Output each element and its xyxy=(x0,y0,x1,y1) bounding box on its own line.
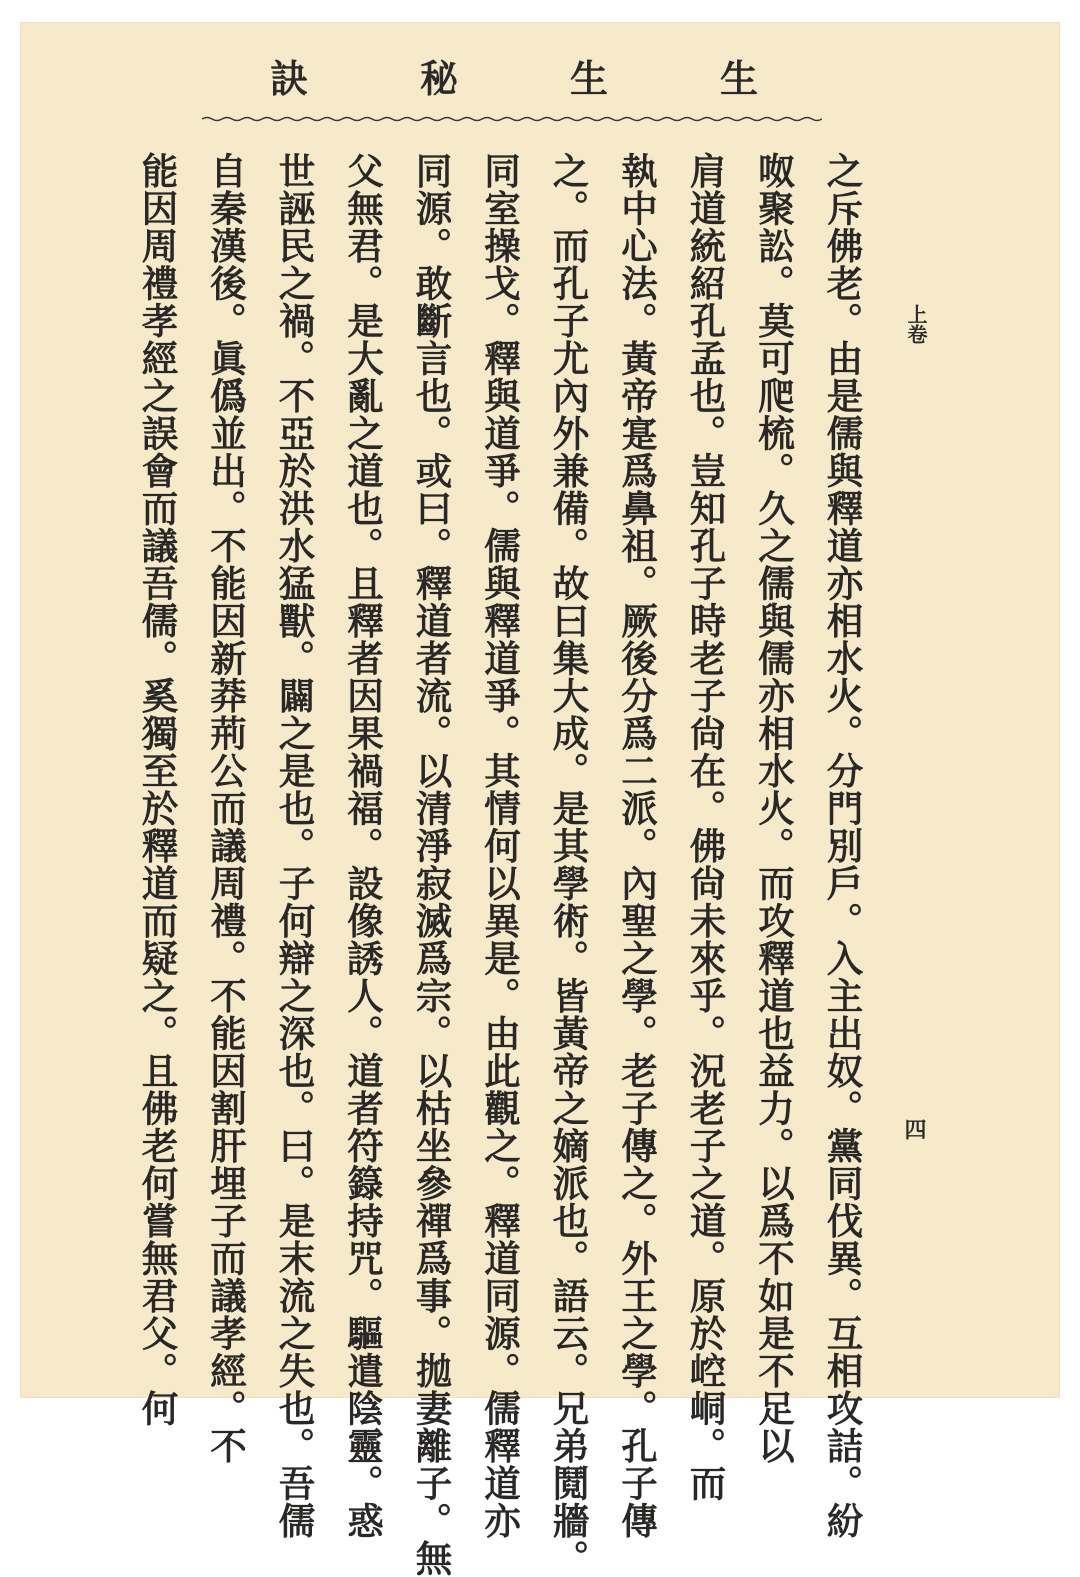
text-column: 同室操戈。釋與道爭。儒與釋道爭。其情何以異是。由此觀之。釋道同源。儒釋道亦 xyxy=(478,152,522,1540)
text-column: 執中心法。黃帝寔爲鼻祖。厥後分爲二派。內聖之學。老子傳之。外王之學。孔子傳 xyxy=(615,152,659,1540)
text-column: 父無君。是大亂之道也。且釋者因果禍福。設像誘人。道者符籙持咒。驅遣陰靈。惑 xyxy=(341,152,385,1540)
text-column: 肩道統紹孔孟也。豈知孔子時老子尙在。佛尙未來乎。況老子之道。原於崆峒。而 xyxy=(684,152,727,1502)
text-column: 同源。敢斷言也。或曰。釋道者流。以清淨寂滅爲宗。以枯坐參禪爲事。拋妻離子。無 xyxy=(410,152,453,1577)
page-number: 四 xyxy=(901,1118,927,1140)
title-char-4: 訣 xyxy=(270,56,309,101)
text-column: 世誣民之禍。不亞於洪水猛獸。闢之是也。子何辯之深也。曰。是末流之失也。吾儒 xyxy=(273,152,316,1540)
body-text xyxy=(106,152,876,1577)
text-column: 呶聚訟。莫可爬梳。久之儒與儒亦相水火。而攻釋道也益力。以爲不如是不足以 xyxy=(752,152,796,1465)
text-column: 之。而孔子尤內外兼備。故曰集大成。是其學術。皆黃帝之嫡派也。語云。兄弟鬩牆。 xyxy=(547,152,590,1577)
book-page xyxy=(20,22,1060,1577)
text-column: 之斥佛老。由是儒與釋道亦相水火。分門別戶。入主出奴。黨同伐異。互相攻詰。紛 xyxy=(821,152,864,1540)
volume-label: 上卷 xyxy=(904,304,928,344)
title-char-1: 生 xyxy=(720,56,759,101)
text-column: 自秦漢後。眞僞並出。不能因新莽荊公而議周禮。不能因割肝埋子而議孝經。不 xyxy=(204,152,248,1465)
text-column: 能因周禮孝經之誤會而議吾儒。奚獨至於釋道而疑之。且佛老何嘗無君父。何 xyxy=(136,152,179,1427)
title-char-3: 秘 xyxy=(420,56,459,101)
title-underline xyxy=(202,116,822,122)
title-char-2: 生 xyxy=(570,56,609,101)
page-title xyxy=(205,56,805,120)
